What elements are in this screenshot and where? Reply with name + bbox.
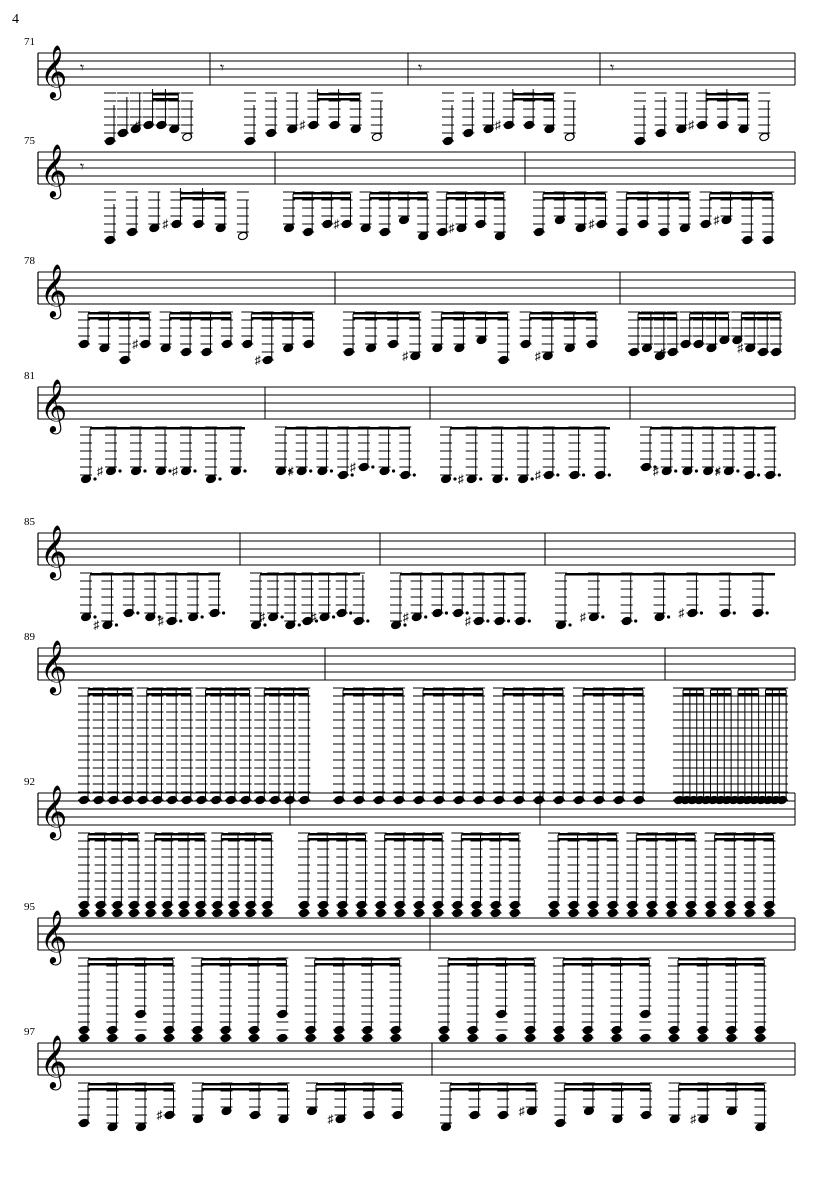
measure (440, 427, 611, 486)
treble-clef-icon: 𝄞 (40, 526, 68, 577)
dot (700, 611, 703, 614)
dot (424, 615, 427, 618)
beam (88, 1083, 174, 1086)
measure (78, 1083, 404, 1132)
measure (440, 1083, 766, 1132)
beam (202, 1088, 288, 1091)
beam (316, 1083, 402, 1086)
beam (293, 197, 351, 200)
measure (298, 833, 521, 918)
beam (316, 1088, 402, 1091)
treble-clef-icon: 𝄞 (40, 911, 68, 962)
beam (711, 688, 732, 691)
beam (503, 688, 563, 691)
measure (673, 688, 788, 805)
sharp-icon: ♯ (157, 614, 164, 628)
beam (690, 312, 729, 315)
measure (343, 312, 598, 365)
beam (155, 833, 205, 836)
beam (683, 688, 704, 691)
dot (528, 619, 531, 622)
beam (636, 838, 695, 841)
beam (385, 838, 443, 841)
treble-clef-icon: 𝄞 (40, 380, 68, 431)
dot (298, 623, 301, 626)
treble-clef-icon: 𝄞 (40, 786, 68, 837)
staff-system (24, 255, 795, 367)
beam (88, 693, 132, 696)
dot (330, 469, 333, 472)
beam (715, 838, 774, 841)
beam (543, 197, 606, 200)
dot (179, 619, 182, 622)
staff-system (24, 516, 795, 632)
beam (450, 1083, 536, 1086)
measure (333, 688, 645, 805)
beam (636, 833, 695, 836)
dot (115, 623, 118, 626)
beam (90, 427, 245, 430)
dot (366, 619, 369, 622)
beam (583, 693, 643, 696)
beam (423, 693, 483, 696)
beam (448, 963, 534, 966)
beam (88, 958, 173, 961)
beam (565, 573, 775, 576)
beam (88, 317, 149, 320)
beam (448, 958, 534, 961)
measure (275, 427, 416, 480)
beam (564, 1088, 650, 1091)
sharp-icon: ♯ (259, 610, 266, 624)
measure (78, 688, 310, 805)
measure-number: 92 (24, 776, 35, 788)
beam (450, 427, 610, 430)
sharp-icon: ♯ (93, 618, 100, 632)
measure (533, 192, 774, 245)
beam (503, 693, 563, 696)
beam (88, 312, 149, 315)
measure-number: 81 (24, 370, 35, 382)
measure (628, 312, 782, 361)
dot (507, 619, 510, 622)
dot (479, 477, 482, 480)
beam (738, 688, 759, 691)
beam (88, 688, 132, 691)
sharp-icon: ♯ (494, 118, 501, 132)
measure (250, 573, 369, 630)
sharp-icon: ♯ (688, 118, 695, 132)
beam (638, 312, 677, 315)
measure (283, 192, 506, 241)
measure (80, 60, 193, 146)
dot (505, 477, 508, 480)
dot (281, 615, 284, 618)
beam (353, 317, 419, 320)
sharp-icon: ♯ (97, 464, 103, 478)
beam (461, 833, 519, 836)
sharp-icon: ♯ (713, 213, 720, 227)
beam (155, 838, 205, 841)
treble-clef-icon: 𝄞 (40, 641, 68, 692)
measure (610, 60, 770, 146)
sharp-icon: ♯ (737, 341, 744, 355)
eighth-rest-icon: 𝄾 (80, 60, 85, 77)
dot (143, 469, 146, 472)
beam (202, 1083, 288, 1086)
treble-clef-icon: 𝄞 (40, 1036, 68, 1087)
sharp-icon: ♯ (534, 468, 541, 482)
beam (564, 1083, 650, 1086)
beam (679, 1088, 765, 1091)
beam (264, 688, 308, 691)
beam (315, 958, 400, 961)
dot (733, 611, 736, 614)
beam (766, 688, 787, 691)
beam (446, 197, 504, 200)
measure-number: 89 (24, 631, 35, 643)
beam (260, 573, 360, 576)
beam (170, 312, 231, 315)
dot (371, 465, 374, 468)
measure (438, 958, 766, 1043)
beam (441, 317, 507, 320)
staff-system (24, 370, 795, 486)
sharp-icon: ♯ (134, 118, 141, 132)
beam (400, 573, 525, 576)
beam (370, 192, 428, 195)
dot (413, 473, 416, 476)
beam (678, 958, 764, 961)
eighth-rest-icon: 𝄾 (418, 60, 423, 77)
beam (563, 958, 649, 961)
sharp-icon: ♯ (448, 221, 455, 235)
sharp-icon: ♯ (588, 217, 595, 231)
measure-number: 75 (24, 135, 35, 147)
beam (206, 688, 250, 691)
beam (715, 833, 774, 836)
beam (201, 963, 286, 966)
treble-clef-icon: 𝄞 (40, 145, 68, 196)
staff-system (24, 631, 795, 805)
dot (349, 611, 352, 614)
sharp-icon: ♯ (172, 464, 178, 478)
sharp-icon: ♯ (333, 217, 340, 231)
dot (766, 611, 769, 614)
sharp-icon: ♯ (690, 1112, 697, 1126)
dot (201, 615, 204, 618)
treble-clef-icon: 𝄞 (40, 265, 68, 316)
beam (650, 427, 775, 430)
dot (736, 469, 739, 472)
beam (679, 1083, 765, 1086)
sharp-icon: ♯ (162, 217, 169, 231)
sharp-icon: ♯ (132, 337, 139, 351)
dot (243, 469, 246, 472)
measure (555, 573, 775, 630)
beam (385, 833, 443, 836)
treble-clef-icon: 𝄞 (40, 46, 68, 97)
dot (136, 611, 139, 614)
dot (531, 477, 534, 480)
sharp-icon: ♯ (652, 464, 659, 478)
beam (638, 317, 677, 320)
eighth-rest-icon: 𝄾 (220, 60, 225, 77)
dot (757, 473, 760, 476)
dot (634, 619, 637, 622)
beam (147, 688, 191, 691)
beam (343, 693, 403, 696)
measure (80, 427, 247, 484)
measure (390, 573, 531, 630)
beam (88, 838, 138, 841)
measure (418, 60, 576, 146)
dot (601, 615, 604, 618)
measure (548, 833, 775, 918)
beam (530, 312, 596, 315)
staff-system (24, 36, 795, 146)
sharp-icon: ♯ (714, 464, 721, 478)
eighth-rest-icon: 𝄾 (80, 159, 85, 176)
sharp-icon: ♯ (287, 464, 294, 478)
beam (530, 317, 596, 320)
dot (453, 477, 456, 480)
dot (568, 623, 571, 626)
sharp-icon: ♯ (310, 610, 317, 624)
dot (582, 473, 585, 476)
sharp-icon: ♯ (534, 349, 541, 363)
beam (741, 312, 780, 315)
dot (222, 611, 225, 614)
beam (738, 693, 759, 696)
dot (778, 473, 781, 476)
sharp-icon: ♯ (402, 610, 409, 624)
dot (118, 469, 121, 472)
dot (193, 469, 196, 472)
beam (461, 838, 519, 841)
dot (667, 615, 670, 618)
beam (711, 693, 732, 696)
beam (147, 693, 191, 696)
sharp-icon: ♯ (327, 1112, 334, 1126)
beam (678, 963, 764, 966)
dot (695, 469, 698, 472)
measure-number: 71 (24, 36, 35, 48)
beam (88, 1088, 174, 1091)
sharp-icon: ♯ (518, 1104, 525, 1118)
beam (450, 1088, 536, 1091)
measure (78, 833, 273, 918)
sharp-icon: ♯ (659, 345, 666, 359)
beam (558, 833, 617, 836)
sharp-icon: ♯ (156, 1108, 163, 1122)
beam (446, 192, 504, 195)
beam (251, 312, 312, 315)
dot (556, 473, 559, 476)
measure (80, 573, 225, 632)
sharp-icon: ♯ (299, 118, 306, 132)
measure (78, 312, 315, 367)
beam (683, 693, 704, 696)
beam (583, 688, 643, 691)
dot (392, 469, 395, 472)
measure (78, 958, 402, 1043)
beam (90, 573, 220, 576)
beam (558, 838, 617, 841)
beam (353, 312, 419, 315)
measure (80, 159, 249, 245)
measure-number: 95 (24, 901, 35, 913)
beam (343, 688, 403, 691)
beam (264, 693, 308, 696)
beam (315, 963, 400, 966)
sharp-icon: ♯ (349, 460, 356, 474)
beam (221, 833, 271, 836)
eighth-rest-icon: 𝄾 (610, 60, 615, 77)
dot (309, 469, 312, 472)
sharp-icon: ♯ (457, 472, 464, 486)
beam (626, 197, 689, 200)
sharp-icon: ♯ (464, 614, 471, 628)
measure (220, 60, 383, 146)
beam (766, 693, 787, 696)
beam (423, 688, 483, 691)
beam (563, 963, 649, 966)
beam (626, 192, 689, 195)
sharp-icon: ♯ (579, 610, 586, 624)
dot (332, 615, 335, 618)
measure-number: 78 (24, 255, 35, 267)
sharp-icon: ♯ (402, 349, 409, 363)
beam (543, 192, 606, 195)
beam (690, 317, 729, 320)
dot (445, 611, 448, 614)
measure-number: 97 (24, 1026, 35, 1038)
measure (640, 427, 781, 480)
beam (710, 197, 773, 200)
beam (308, 833, 366, 836)
page-number: 4 (12, 12, 19, 27)
dot (486, 619, 489, 622)
beam (285, 427, 410, 430)
beam (170, 317, 231, 320)
beam (741, 317, 780, 320)
beam (251, 317, 312, 320)
beam (370, 197, 428, 200)
sharp-icon: ♯ (254, 353, 261, 367)
beam (710, 192, 773, 195)
beam (221, 838, 271, 841)
dot (608, 473, 611, 476)
beam (206, 693, 250, 696)
beam (308, 838, 366, 841)
measure-number: 85 (24, 516, 35, 528)
beam (441, 312, 507, 315)
beam (88, 963, 173, 966)
beam (201, 958, 286, 961)
dot (674, 469, 677, 472)
beam (293, 192, 351, 195)
staff-system (24, 135, 795, 245)
staff-system (24, 901, 795, 1043)
dot (218, 477, 221, 480)
beam (88, 833, 138, 836)
sharp-icon: ♯ (678, 606, 685, 620)
